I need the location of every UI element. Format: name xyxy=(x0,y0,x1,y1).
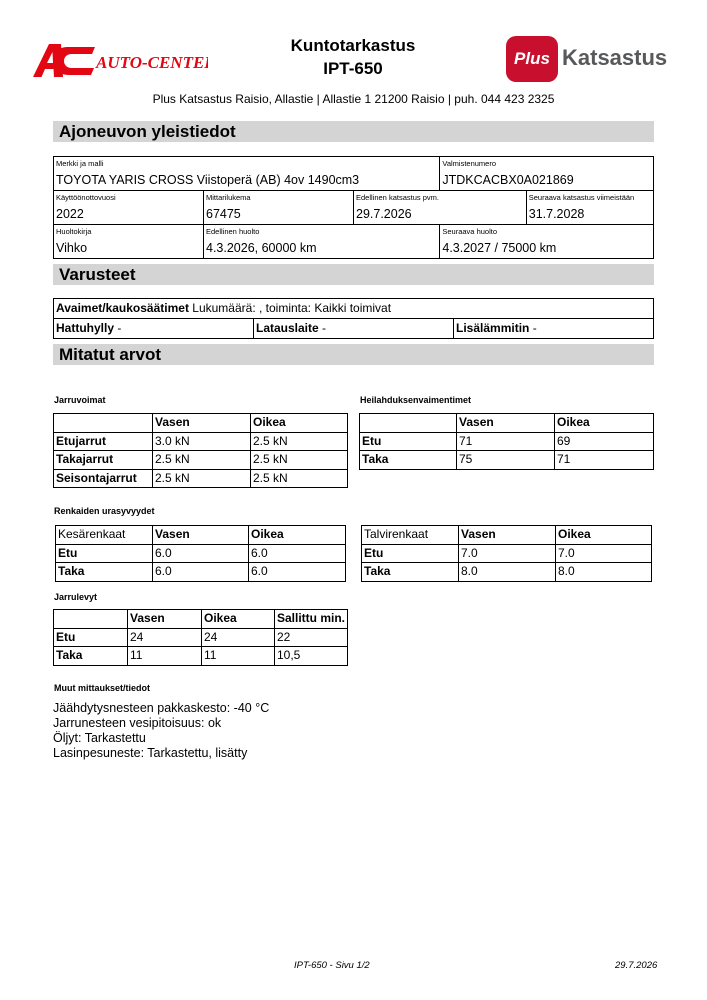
table-row xyxy=(362,563,652,582)
table-header-empty xyxy=(54,610,128,629)
other-measurement-line: Öljyt: Tarkastettu xyxy=(53,731,146,745)
cell-right: 71 xyxy=(555,451,654,470)
cell-left: 71 xyxy=(457,432,555,451)
plus-katsastus-logo xyxy=(506,36,676,82)
footer-page-number: IPT-650 - Sivu 1/2 xyxy=(294,960,370,971)
service-book-value: Vihko xyxy=(56,241,88,255)
brake-discs-title: Jarrulevyt xyxy=(54,592,98,602)
hat-shelf-value: - xyxy=(114,321,122,335)
table-row xyxy=(54,647,348,666)
prev-service-cell xyxy=(204,225,440,259)
cell-left: 2.5 kN xyxy=(153,451,251,470)
col-header-right: Oikea xyxy=(556,526,652,545)
table-row xyxy=(56,563,346,582)
plus-badge: Plus xyxy=(506,36,558,82)
prev-inspection-value: 29.7.2026 xyxy=(356,207,412,221)
section-header-general: Ajoneuvon yleistiedot xyxy=(53,121,654,142)
table-row xyxy=(54,432,348,451)
row-label: Etujarrut xyxy=(54,432,153,451)
table-row xyxy=(362,544,652,563)
heater-cell xyxy=(454,319,654,339)
year-label: Käyttöönottovuosi xyxy=(56,193,116,202)
keys-cell xyxy=(54,299,654,319)
make-model-label: Merkki ja malli xyxy=(56,159,104,168)
next-service-value: 4.3.2027 / 75000 km xyxy=(442,241,557,255)
row-label: Taka xyxy=(362,563,459,582)
cell-left: 8.0 xyxy=(459,563,556,582)
auto-center-logo xyxy=(33,42,208,78)
section-header-equipment: Varusteet xyxy=(53,264,654,285)
cell-left: 7.0 xyxy=(459,544,556,563)
charger-label: Latauslaite xyxy=(256,321,319,335)
cell-min: 10,5 xyxy=(275,647,348,666)
cell-right: 11 xyxy=(202,647,275,666)
other-measurement-line: Jarrunesteen vesipitoisuus: ok xyxy=(53,716,222,730)
hat-shelf-cell xyxy=(54,319,254,339)
heater-label: Lisälämmitin xyxy=(456,321,530,335)
table-row xyxy=(360,432,654,451)
summer-tires-table xyxy=(55,525,346,582)
col-header-left: Vasen xyxy=(153,414,251,433)
shock-absorbers-table xyxy=(359,413,654,470)
brake-forces-table xyxy=(53,413,348,488)
tire-depths-title: Renkaiden urasyvyydet xyxy=(54,506,155,516)
vin-label: Valmistenumero xyxy=(442,159,497,168)
cell-left: 2.5 kN xyxy=(153,469,251,488)
col-header-left: Vasen xyxy=(457,414,555,433)
odometer-cell xyxy=(204,191,354,225)
col-header-min: Sallittu min. xyxy=(275,610,348,629)
other-measurement-line: Lasinpesuneste: Tarkastettu, lisätty xyxy=(53,746,248,760)
next-inspection-value: 31.7.2028 xyxy=(528,207,585,221)
next-inspection-cell xyxy=(526,191,653,225)
odometer-label: Mittarilukema xyxy=(206,193,251,202)
keys-label: Avaimet/kaukosäätimet xyxy=(56,301,189,315)
row-label: Etu xyxy=(360,432,457,451)
shock-absorbers-title: Heilahduksenvaimentimet xyxy=(360,395,472,405)
charger-cell xyxy=(254,319,454,339)
document-title: Kuntotarkastus xyxy=(290,36,416,55)
make-model-value: TOYOTA YARIS CROSS Viistoperä (AB) 4ov 1490cm3 xyxy=(56,173,360,187)
row-label: Etu xyxy=(56,544,153,563)
col-header-right: Oikea xyxy=(251,414,348,433)
col-header-left: Vasen xyxy=(153,526,249,545)
station-address: Plus Katsastus Raisio, Allastie | Allastie 1 21200 Raisio | puh. 044 423 2325 xyxy=(152,92,555,106)
summer-tires-head: Kesärenkaat xyxy=(56,526,153,545)
next-inspection-label: Seuraava katsastus viimeistään xyxy=(528,193,635,202)
vehicle-info-table xyxy=(53,156,654,259)
cell-right: 2.5 kN xyxy=(251,451,348,470)
cell-right: 24 xyxy=(202,628,275,647)
footer-date: 29.7.2026 xyxy=(615,960,658,971)
cell-min: 22 xyxy=(275,628,348,647)
table-row xyxy=(54,628,348,647)
year-value: 2022 xyxy=(56,207,84,221)
prev-inspection-cell xyxy=(354,191,527,225)
prev-inspection-label: Edellinen katsastus pvm. xyxy=(356,193,439,202)
cell-left: 75 xyxy=(457,451,555,470)
cell-right: 6.0 xyxy=(249,563,346,582)
vin-value: JTDKCACBX0A021869 xyxy=(442,173,574,187)
cell-left: 11 xyxy=(128,647,202,666)
table-row xyxy=(54,451,348,470)
col-header-left: Vasen xyxy=(128,610,202,629)
col-header-left: Vasen xyxy=(459,526,556,545)
charger-value: - xyxy=(318,321,327,335)
other-measurements-title: Muut mittaukset/tiedot xyxy=(54,683,150,693)
year-cell xyxy=(54,191,204,225)
row-label: Etu xyxy=(54,628,128,647)
cell-right: 7.0 xyxy=(556,544,652,563)
row-label: Taka xyxy=(56,563,153,582)
col-header-right: Oikea xyxy=(249,526,346,545)
prev-service-value: 4.3.2026, 60000 km xyxy=(206,241,317,255)
next-service-label: Seuraava huolto xyxy=(442,227,497,236)
table-header-empty xyxy=(54,414,153,433)
cell-left: 6.0 xyxy=(153,563,249,582)
odometer-value: 67475 xyxy=(206,207,241,221)
row-label: Taka xyxy=(360,451,457,470)
brake-forces-title: Jarruvoimat xyxy=(54,395,106,405)
service-book-cell xyxy=(54,225,204,259)
hat-shelf-label: Hattuhylly xyxy=(56,321,115,335)
auto-center-logo-text: AUTO-CENTER xyxy=(96,53,208,72)
keys-value: Lukumäärä: , toiminta: Kaikki toimivat xyxy=(188,301,392,315)
winter-tires-table xyxy=(361,525,652,582)
cell-left: 6.0 xyxy=(153,544,249,563)
vin-cell xyxy=(440,157,654,191)
document-code: IPT-650 xyxy=(323,59,383,78)
cell-left: 3.0 kN xyxy=(153,432,251,451)
cell-left: 24 xyxy=(128,628,202,647)
next-service-cell xyxy=(440,225,654,259)
equipment-table xyxy=(53,298,654,339)
col-header-right: Oikea xyxy=(202,610,275,629)
cell-right: 6.0 xyxy=(249,544,346,563)
table-row xyxy=(360,451,654,470)
row-label: Seisontajarrut xyxy=(54,469,153,488)
row-label: Takajarrut xyxy=(54,451,153,470)
table-row xyxy=(56,544,346,563)
cell-right: 2.5 kN xyxy=(251,432,348,451)
col-header-right: Oikea xyxy=(555,414,654,433)
prev-service-label: Edellinen huolto xyxy=(206,227,260,236)
other-measurements-list xyxy=(53,701,269,761)
katsastus-logo-text: Katsastus xyxy=(562,45,668,70)
make-model-cell xyxy=(54,157,440,191)
winter-tires-head: Talvirenkaat xyxy=(362,526,459,545)
row-label: Etu xyxy=(362,544,459,563)
heater-value: - xyxy=(529,321,537,335)
cell-right: 69 xyxy=(555,432,654,451)
cell-right: 8.0 xyxy=(556,563,652,582)
table-header-empty xyxy=(360,414,457,433)
row-label: Taka xyxy=(54,647,128,666)
service-book-label: Huoltokirja xyxy=(56,227,92,236)
table-row xyxy=(54,469,348,488)
section-header-measured: Mitatut arvot xyxy=(53,344,654,365)
other-measurement-line: Jäähdytysnesteen pakkaskesto: -40 °C xyxy=(53,701,270,715)
brake-discs-table xyxy=(53,609,348,666)
cell-right: 2.5 kN xyxy=(251,469,348,488)
